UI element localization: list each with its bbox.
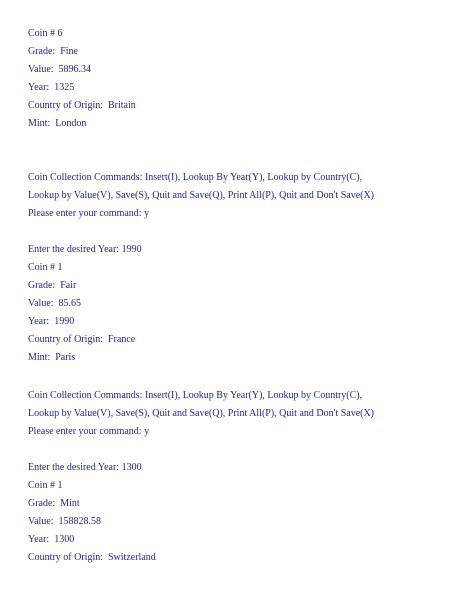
coin-country: Country of Origin: Switzerland xyxy=(28,552,156,563)
coin-grade: Grade: Fair xyxy=(28,280,77,291)
year-prompt: Enter the desired Year: 1990 xyxy=(28,244,142,255)
coin-year: Year: 1325 xyxy=(28,82,75,93)
coin-mint: Mint: Paris xyxy=(28,352,76,363)
commands-line-1: Coin Collection Commands: Insert(I), Lookup By Year(Y), Lookup by Country(C), xyxy=(28,172,363,183)
coin-value: Value: 85.65 xyxy=(28,298,82,309)
coin-grade: Grade: Fine xyxy=(28,46,78,57)
year-prompt: Enter the desired Year: 1300 xyxy=(28,462,142,473)
coin-year: Year: 1990 xyxy=(28,316,75,327)
coin-number: Coin # 1 xyxy=(28,480,63,491)
commands-line-1: Coin Collection Commands: Insert(I), Lookup By Year(Y), Lookup by Country(C), xyxy=(28,390,363,401)
coin-value: Value: 5896.34 xyxy=(28,64,92,75)
coin-number: Coin # 6 xyxy=(28,28,63,39)
coin-grade: Grade: Mint xyxy=(28,498,80,509)
coin-country: Country of Origin: Britain xyxy=(28,100,136,111)
coin-country: Country of Origin: France xyxy=(28,334,136,345)
coin-mint: Mint: London xyxy=(28,118,87,129)
coin-number: Coin # 1 xyxy=(28,262,63,273)
commands-line-2: Lookup by Value(V), Save(S), Quit and Save(Q), Print All(P), Quit and Don't Save(X) xyxy=(28,408,375,419)
coin-value: Value: 158828.58 xyxy=(28,516,102,527)
commands-line-2: Lookup by Value(V), Save(S), Quit and Save(Q), Print All(P), Quit and Don't Save(X) xyxy=(28,190,375,201)
command-prompt: Please enter your command: y xyxy=(28,208,150,219)
coin-year: Year: 1300 xyxy=(28,534,75,545)
command-prompt: Please enter your command: y xyxy=(28,426,150,437)
